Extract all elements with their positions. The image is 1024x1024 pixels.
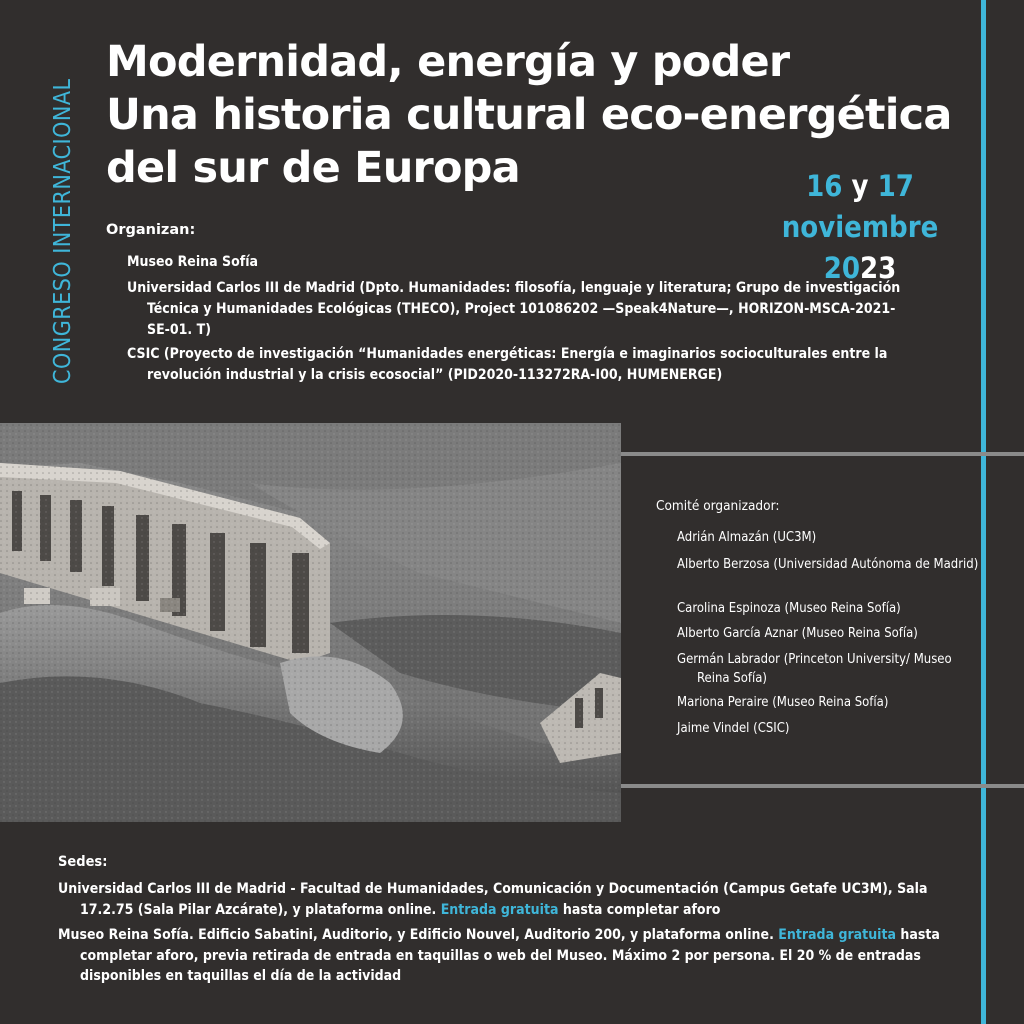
venue-item — [58, 879, 980, 920]
date-month: noviembre — [781, 210, 939, 244]
organizer-item: Museo Reina Sofía — [127, 254, 259, 270]
committee-member: Mariona Peraire (Museo Reina Sofía) — [677, 695, 889, 710]
venue-2-text: Museo Reina Sofía. Edificio Sabatini, Auditorio, y Edificio Nouvel, Auditorio 200, y plataforma online. — [58, 927, 774, 943]
free-entry-link[interactable]: Entrada gratuita — [440, 901, 559, 918]
organizers-heading: Organizan: — [106, 222, 196, 238]
committee-member: Adrián Almazán (UC3M) — [677, 530, 817, 545]
committee-member: Alberto Berzosa (Universidad Autónoma de Madrid) — [677, 557, 979, 572]
committee-member: Jaime Vindel (CSIC) — [677, 721, 790, 736]
date-year-suffix: 23 — [860, 251, 897, 285]
venues-heading: Sedes: — [58, 854, 108, 870]
title-line-1: Modernidad, energía y poder — [106, 37, 790, 87]
date-day-2: 17 — [877, 169, 914, 203]
free-entry-link[interactable]: Entrada gratuita — [778, 927, 897, 943]
organizer-item: Universidad Carlos III de Madrid (Dpto. Humanidades: filosofía, lenguaje y literatura; Grupo de investigación Técnica y Humanidades Ecológicas (THECO), Project 101086202 —Speak4Nature—, HORIZON-MSCA-2021-SE-01. T) — [127, 280, 901, 338]
organizer-item: CSIC (Proyecto de investigación “Humanidades energéticas: Energía e imaginarios socioculturales entre la revolución industrial y la crisis ecosocial” (PID2020-113272RA-I00, HUMENERGE) — [127, 346, 888, 383]
date-year-prefix: 20 — [823, 251, 860, 285]
venue-1-tail: hasta completar aforo — [562, 901, 721, 918]
title-line-2: Una historia cultural eco-energética — [106, 90, 952, 140]
dam-photo-illustration — [0, 423, 621, 822]
committee-heading: Comité organizador: — [656, 498, 780, 514]
date-and: y — [851, 169, 869, 203]
side-label: CONGRESO INTERNACIONAL — [50, 78, 76, 384]
divider-rule — [621, 784, 1024, 788]
dam-construction-photo — [0, 423, 621, 822]
venue-item — [58, 925, 980, 987]
right-accent-rule — [981, 0, 986, 1024]
venue-1-text: Universidad Carlos III de Madrid - Facultad de Humanidades, Comunicación y Documentación (Campus Getafe UC3M), Sala 17.2.75 (Sala Pilar Azcárate), y plataforma online. — [58, 881, 928, 918]
title-line-3: del sur de Europa — [106, 143, 520, 193]
divider-rule — [621, 452, 1024, 456]
date-day-1: 16 — [806, 169, 843, 203]
committee-member: Alberto García Aznar (Museo Reina Sofía) — [677, 626, 918, 641]
committee-member: Carolina Espinoza (Museo Reina Sofía) — [677, 601, 901, 616]
committee-member: Germán Labrador (Princeton University/ Museo Reina Sofía) — [677, 652, 952, 686]
venue-2-tail: hasta completar aforo, previa retirada de entrada en taquillas o web del Museo. Máximo 2 por persona. El 20 % de entradas disponibles en taquillas el día de la actividad — [80, 927, 940, 984]
